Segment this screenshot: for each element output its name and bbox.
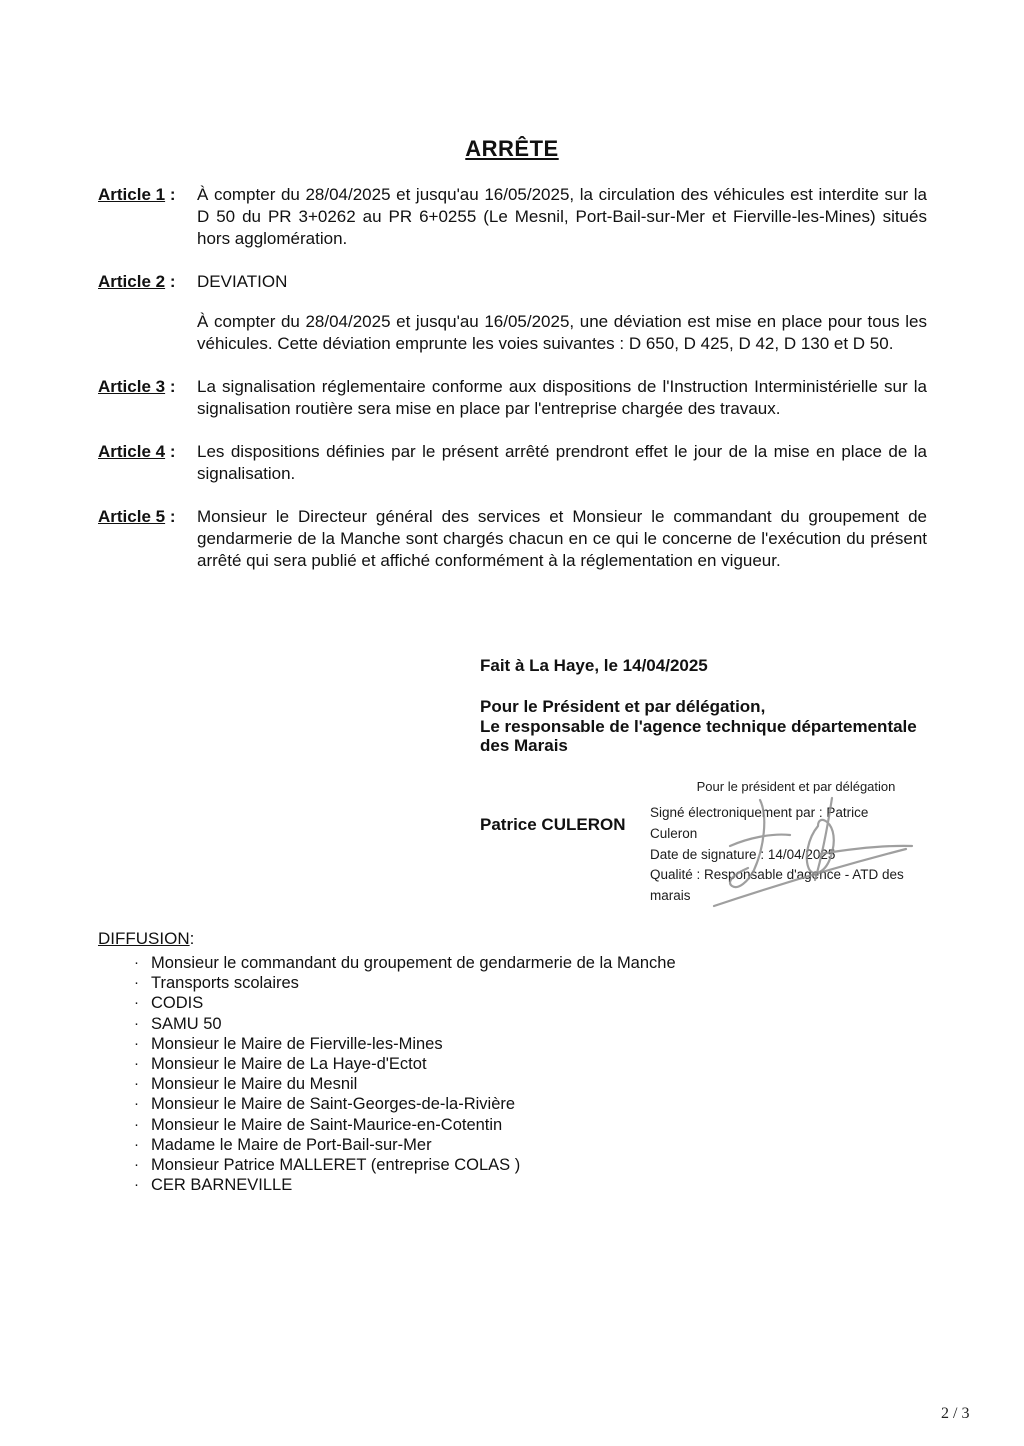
list-item-text: Monsieur le Maire de Saint-Georges-de-la-Rivière xyxy=(151,1095,516,1114)
article-2-body xyxy=(197,271,927,355)
bullet-icon: · xyxy=(134,974,139,992)
bullet-icon: · xyxy=(134,1095,139,1113)
bullet-icon: · xyxy=(134,1135,139,1153)
bullet-icon: · xyxy=(134,954,139,971)
bullet-icon: · xyxy=(134,1014,139,1032)
document-title: ARRÊTE xyxy=(465,136,559,161)
stamp-line: Qualité : Responsable d'agence - ATD des xyxy=(650,867,904,883)
signature-delegation-block xyxy=(480,697,940,756)
delegation-line: Pour le Président et par délégation, xyxy=(480,697,766,716)
article-3-label: Article 3 : xyxy=(98,377,176,396)
list-item-text: Monsieur le commandant du groupement de gendarmerie de la Manche xyxy=(151,954,676,972)
list-item-text: Monsieur le Maire de Saint-Maurice-en-Cotentin xyxy=(151,1115,503,1134)
bullet-icon: · xyxy=(134,1034,139,1052)
stamp-line: marais xyxy=(650,888,691,904)
bullet-icon: · xyxy=(134,1075,139,1093)
articles-section xyxy=(98,184,927,593)
list-item xyxy=(98,1034,818,1054)
article-4 xyxy=(98,441,927,485)
list-item-text: CODIS xyxy=(151,994,204,1013)
bullet-icon: · xyxy=(134,1176,139,1194)
list-item xyxy=(98,1094,818,1114)
bullet-icon: · xyxy=(134,994,139,1012)
stamp-line: Signé électroniquement par : Patrice xyxy=(650,805,869,820)
list-item-text: Monsieur le Maire de Fierville-les-Mines xyxy=(151,1034,443,1053)
list-item xyxy=(98,1135,818,1155)
article-2-label: Article 2 : xyxy=(98,272,176,291)
article-4-label: Article 4 : xyxy=(98,442,176,461)
article-1-paragraph: À compter du 28/04/2025 et jusqu'au 16/05/2025, la circulation des véhicules est interdite sur la D 50 du PR 3+0262 au PR 6+0255 (Le Mesnil, Port-Bail-sur-Mer et Fierville-les-Mines) situés hors agglomération. xyxy=(197,185,927,248)
list-item xyxy=(98,1014,818,1034)
article-1-label: Article 1 : xyxy=(98,185,176,204)
article-4-paragraph: Les dispositions définies par le présent arrêté prendront effet le jour de la mise en place de la signalisation. xyxy=(197,442,927,483)
list-item xyxy=(98,993,818,1013)
article-1-body xyxy=(197,184,927,250)
list-item xyxy=(98,1074,818,1094)
list-item-text: SAMU 50 xyxy=(151,1014,222,1033)
list-item xyxy=(98,1115,818,1135)
bullet-icon: · xyxy=(134,1055,139,1073)
article-5-body xyxy=(197,506,927,572)
list-item-text: Transports scolaires xyxy=(151,974,299,993)
list-item xyxy=(98,1054,818,1074)
list-item-text: Madame le Maire de Port-Bail-sur-Mer xyxy=(151,1135,432,1154)
delegation-line: des Marais xyxy=(480,736,568,755)
page-number: 2 / 3 xyxy=(941,1405,970,1422)
list-item xyxy=(98,1175,818,1195)
list-item xyxy=(98,953,818,973)
stamp-lines xyxy=(650,803,942,907)
stamp-header: Pour le président et par délégation xyxy=(696,779,896,794)
list-item-text: Monsieur Patrice MALLERET (entreprise COLAS ) xyxy=(151,1156,521,1175)
signature-place-date: Fait à La Haye, le 14/04/2025 xyxy=(480,656,708,675)
diffusion-heading: DIFFUSION: xyxy=(98,929,195,948)
stamp-line: Date de signature : 14/04/2025 xyxy=(650,846,836,862)
electronic-signature-stamp xyxy=(650,779,942,907)
diffusion-list xyxy=(98,953,818,1195)
article-3 xyxy=(98,376,927,420)
article-3-paragraph: La signalisation réglementaire conforme aux dispositions de l'Instruction Interministérielle sur la signalisation routière sera mise en place par l'entreprise chargée des travaux. xyxy=(197,377,927,418)
bullet-icon: · xyxy=(134,1115,139,1133)
diffusion-section xyxy=(98,929,818,1195)
list-item-text: Monsieur le Maire de La Haye-d'Ectot xyxy=(151,1055,427,1074)
list-item xyxy=(98,1155,818,1175)
article-2-paragraph: À compter du 28/04/2025 et jusqu'au 16/05/2025, une déviation est mise en place pour tous les véhicules. Cette déviation emprunte les voies suivantes : D 650, D 425, D 42, D 130 et D 50. xyxy=(197,312,927,353)
list-item-text: Monsieur le Maire du Mesnil xyxy=(151,1075,358,1094)
article-3-body xyxy=(197,376,927,420)
article-1 xyxy=(98,184,927,250)
stamp-line: Culeron xyxy=(650,825,698,841)
article-5-paragraph: Monsieur le Directeur général des services et Monsieur le commandant du groupement de gendarmerie de la Manche sont chargés chacun en ce qui le concerne de l'exécution du présent arrêté qui sera publié et affiché conformément à la réglementation en vigueur. xyxy=(197,507,927,570)
article-5-label: Article 5 : xyxy=(98,507,176,526)
article-4-body xyxy=(197,441,927,485)
article-2-paragraph: DEVIATION xyxy=(197,272,288,291)
list-item-text: CER BARNEVILLE xyxy=(151,1176,293,1195)
article-2 xyxy=(98,271,927,355)
list-item xyxy=(98,973,818,993)
signer-name: Patrice CULERON xyxy=(480,815,626,834)
article-5 xyxy=(98,506,927,572)
bullet-icon: · xyxy=(134,1156,139,1174)
delegation-line: Le responsable de l'agence technique départementale xyxy=(480,716,917,736)
